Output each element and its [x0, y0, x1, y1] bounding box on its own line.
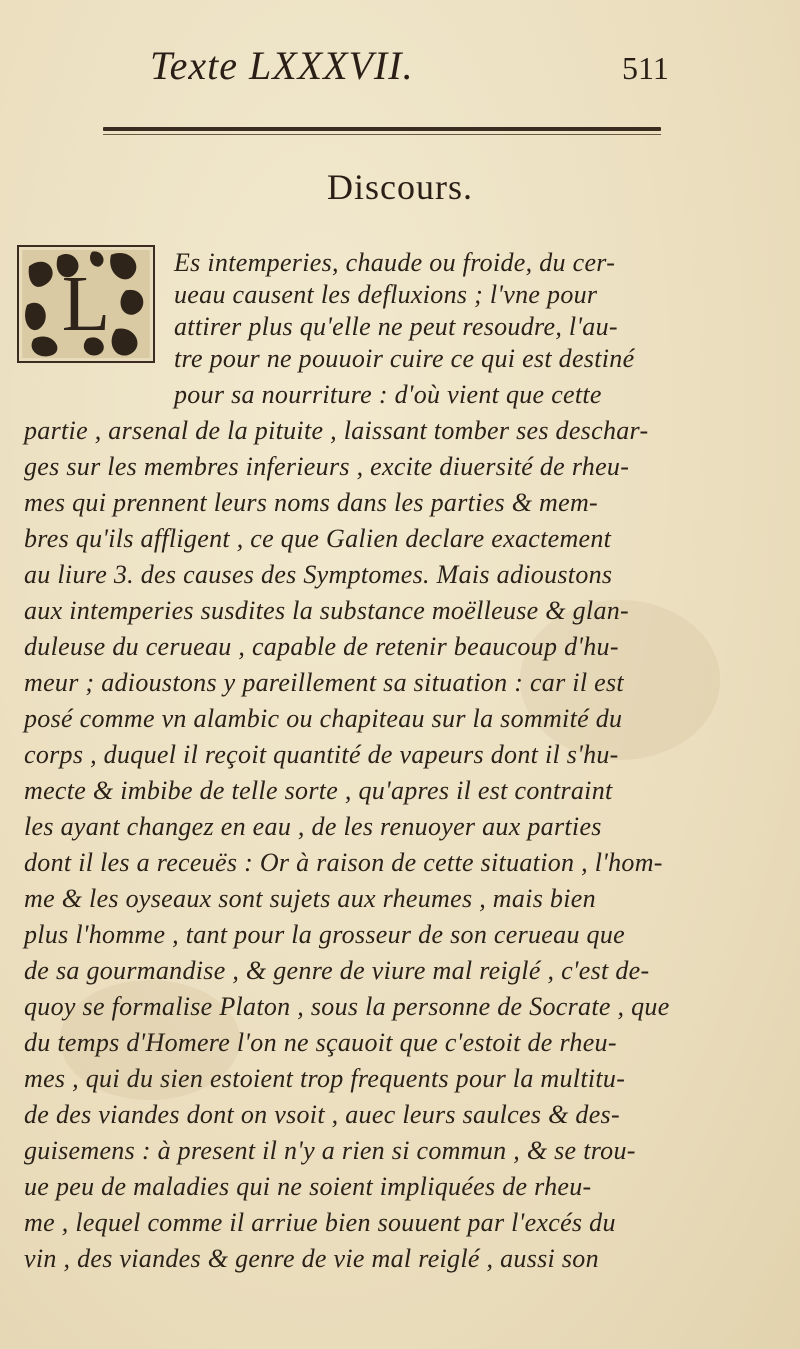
text-line: de des viandes dont on vsoit , auec leurs saulces & des- [24, 1100, 620, 1129]
text-line: dont il les a receuës : Or à raison de cette situation , l'hom- [24, 848, 663, 877]
page-number: 511 [622, 50, 669, 86]
section-title: Discours. [327, 167, 473, 207]
ornamental-initial-icon [17, 245, 155, 363]
text-line: ges sur les membres inferieurs , excite diuersité de rheu- [24, 452, 630, 481]
text-line: mes , qui du sien estoient trop frequents pour la multitu- [24, 1064, 626, 1093]
text-line: me , lequel comme il arriue bien souuent par l'excés du [24, 1208, 616, 1237]
text-line: posé comme vn alambic ou chapiteau sur la sommité du [24, 704, 623, 733]
text-line: de sa gourmandise , & genre de viure mal reiglé , c'est de- [24, 956, 650, 985]
text-line: quoy se formalise Platon , sous la personne de Socrate , que [24, 992, 670, 1021]
header-rule-thin [103, 134, 661, 135]
text-line: corps , duquel il reçoit quantité de vapeurs dont il s'hu- [24, 740, 619, 769]
text-line: aux intemperies susdites la substance moëlleuse & glan- [24, 596, 630, 625]
text-line: pour sa nourriture : d'où vient que cette [174, 380, 602, 409]
text-line: bres qu'ils affligent , ce que Galien declare exactement [24, 524, 612, 553]
text-line: les ayant changez en eau , de les renuoyer aux parties [24, 812, 602, 841]
text-line: au liure 3. des causes des Symptomes. Mais adioustons [24, 560, 613, 589]
text-line: guisemens : à present il n'y a rien si commun , & se trou- [24, 1136, 636, 1165]
foliage-initial-icon [19, 247, 153, 361]
text-line: attirer plus qu'elle ne peut resoudre, l'au- [174, 312, 618, 341]
text-line: du temps d'Homere l'on ne sçauoit que c'estoit de rheu- [24, 1028, 617, 1057]
text-line: duleuse du cerueau , capable de retenir beaucoup d'hu- [24, 632, 619, 661]
text-line: ue peu de maladies qui ne soient impliquées de rheu- [24, 1172, 592, 1201]
text-line: mecte & imbibe de telle sorte , qu'apres il est contraint [24, 776, 613, 805]
text-line: me & les oyseaux sont sujets aux rheumes , mais bien [24, 884, 596, 913]
running-title: Texte LXXXVII. [150, 43, 414, 88]
svg-text:L: L [61, 260, 111, 349]
text-line: plus l'homme , tant pour la grosseur de son cerueau que [24, 920, 625, 949]
text-line: Es intemperies, chaude ou froide, du cer- [174, 248, 616, 277]
text-line: mes qui prennent leurs noms dans les parties & mem- [24, 488, 599, 517]
text-line: vin , des viandes & genre de vie mal reiglé , aussi son [24, 1244, 599, 1273]
text-line: partie , arsenal de la pituite , laissant tomber ses deschar- [24, 416, 649, 445]
text-line: ueau causent les defluxions ; l'vne pour [174, 280, 598, 309]
text-line: tre pour ne pouuoir cuire ce qui est destiné [174, 344, 635, 373]
text-line: meur ; adioustons y pareillement sa situation : car il est [24, 668, 624, 697]
header-rule [103, 127, 661, 131]
page-header [0, 42, 800, 92]
